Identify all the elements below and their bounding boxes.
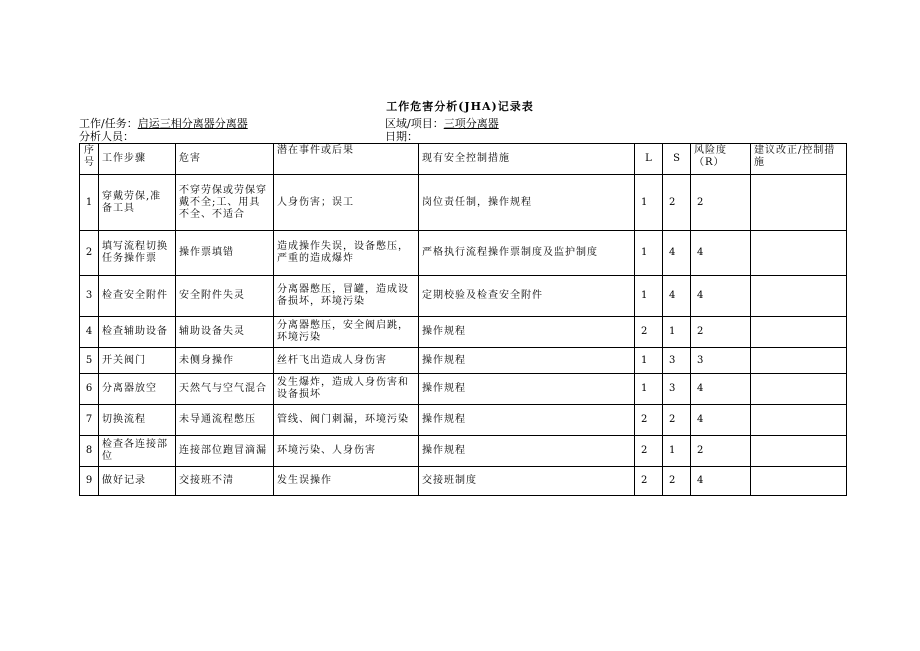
date-line — [385, 128, 498, 144]
page-title: 工作危害分析(JHA)记录表 — [386, 100, 534, 113]
risk-cell: 4 — [691, 405, 751, 436]
suggest-cell — [751, 374, 847, 405]
control-cell: 操作规程 — [419, 374, 635, 405]
header-s: S — [663, 144, 691, 175]
risk-cell: 4 — [691, 231, 751, 276]
consequence-cell: 发生误操作 — [274, 467, 419, 496]
hazard-cell: 辅助设备失灵 — [176, 317, 274, 348]
table-row — [80, 175, 847, 231]
table-row — [80, 231, 847, 276]
step-cell: 做好记录 — [99, 467, 176, 496]
consequence-cell: 管线、阀门刺漏，环境污染 — [274, 405, 419, 436]
control-cell: 操作规程 — [419, 317, 635, 348]
jha-table — [79, 143, 847, 496]
consequence-cell: 分离器憋压，冒罐，造成设备损坏，环境污染 — [274, 276, 419, 317]
hazard-cell: 安全附件失灵 — [176, 276, 274, 317]
s-cell: 3 — [663, 348, 691, 374]
control-cell: 操作规程 — [419, 405, 635, 436]
table-row — [80, 317, 847, 348]
s-cell: 3 — [663, 374, 691, 405]
consequence-cell: 分离器憋压，安全阀启跳，环境污染 — [274, 317, 419, 348]
step-cell: 检查辅助设备 — [99, 317, 176, 348]
hazard-cell: 操作票填错 — [176, 231, 274, 276]
seq-cell: 5 — [80, 348, 99, 374]
suggest-cell — [751, 467, 847, 496]
hazard-cell: 未导通流程憋压 — [176, 405, 274, 436]
hazard-cell: 不穿劳保或劳保穿戴不全;工、用具不全、不适合 — [176, 175, 274, 231]
hazard-cell: 天然气与空气混合 — [176, 374, 274, 405]
step-cell: 填写流程切换任务操作票 — [99, 231, 176, 276]
seq-cell: 2 — [80, 231, 99, 276]
header-seq: 序号 — [80, 144, 99, 175]
table-row — [80, 348, 847, 374]
risk-cell: 4 — [691, 467, 751, 496]
s-cell: 4 — [663, 231, 691, 276]
area-label: 区域/项目： — [385, 117, 444, 130]
seq-cell: 3 — [80, 276, 99, 317]
suggest-cell — [751, 231, 847, 276]
l-cell: 1 — [635, 175, 663, 231]
hazard-cell: 未侧身操作 — [176, 348, 274, 374]
step-cell: 穿戴劳保,准备工具 — [99, 175, 176, 231]
l-cell: 1 — [635, 348, 663, 374]
s-cell: 1 — [663, 317, 691, 348]
seq-cell: 8 — [80, 436, 99, 467]
l-cell: 1 — [635, 276, 663, 317]
header-control: 现有安全控制措施 — [419, 144, 635, 175]
date-label: 日期： — [385, 130, 418, 143]
control-cell: 操作规程 — [419, 436, 635, 467]
s-cell: 1 — [663, 436, 691, 467]
step-cell: 切换流程 — [99, 405, 176, 436]
step-cell: 分离器放空 — [99, 374, 176, 405]
risk-cell: 2 — [691, 175, 751, 231]
table-header-row — [80, 144, 847, 175]
consequence-cell: 人身伤害；误工 — [274, 175, 419, 231]
task-value: 启运三相分离器分离器 — [137, 117, 248, 130]
consequence-cell: 丝杆飞出造成人身伤害 — [274, 348, 419, 374]
l-cell: 2 — [635, 436, 663, 467]
suggest-cell — [751, 175, 847, 231]
consequence-cell: 环境污染、人身伤害 — [274, 436, 419, 467]
header-risk: 风险度（R） — [691, 144, 751, 175]
analyst-line — [79, 128, 207, 144]
risk-cell: 3 — [691, 348, 751, 374]
area-value: 三项分离器 — [443, 117, 499, 130]
s-cell: 2 — [663, 175, 691, 231]
seq-cell: 4 — [80, 317, 99, 348]
seq-cell: 7 — [80, 405, 99, 436]
step-cell: 开关阀门 — [99, 348, 176, 374]
step-cell: 检查各连接部位 — [99, 436, 176, 467]
hazard-cell: 交接班不清 — [176, 467, 274, 496]
table-row — [80, 467, 847, 496]
l-cell: 2 — [635, 467, 663, 496]
analyst-label: 分析人员： — [79, 130, 134, 143]
risk-cell: 2 — [691, 317, 751, 348]
header-suggest: 建议改正/控制措施 — [751, 144, 847, 175]
table-row — [80, 436, 847, 467]
risk-cell: 4 — [691, 276, 751, 317]
seq-cell: 9 — [80, 467, 99, 496]
header-l: L — [635, 144, 663, 175]
control-cell: 岗位责任制，操作规程 — [419, 175, 635, 231]
table-row — [80, 276, 847, 317]
step-cell: 检查安全附件 — [99, 276, 176, 317]
consequence-cell: 发生爆炸，造成人身伤害和设备损坏 — [274, 374, 419, 405]
table-row — [80, 405, 847, 436]
risk-cell: 2 — [691, 436, 751, 467]
control-cell: 严格执行流程操作票制度及监护制度 — [419, 231, 635, 276]
table-row — [80, 374, 847, 405]
suggest-cell — [751, 317, 847, 348]
risk-cell: 4 — [691, 374, 751, 405]
consequence-cell: 造成操作失误，设备憋压，严重的造成爆炸 — [274, 231, 419, 276]
suggest-cell — [751, 405, 847, 436]
control-cell: 定期校验及检查安全附件 — [419, 276, 635, 317]
suggest-cell — [751, 348, 847, 374]
header-hazard: 危害 — [176, 144, 274, 175]
l-cell: 2 — [635, 405, 663, 436]
header-step: 工作步骤 — [99, 144, 176, 175]
suggest-cell — [751, 276, 847, 317]
s-cell: 4 — [663, 276, 691, 317]
l-cell: 2 — [635, 317, 663, 348]
suggest-cell — [751, 436, 847, 467]
l-cell: 1 — [635, 231, 663, 276]
task-label: 工作/任务： — [79, 117, 138, 130]
seq-cell: 1 — [80, 175, 99, 231]
control-cell: 操作规程 — [419, 348, 635, 374]
control-cell: 交接班制度 — [419, 467, 635, 496]
s-cell: 2 — [663, 405, 691, 436]
l-cell: 1 — [635, 374, 663, 405]
header-consequence: 潜在事件或后果 — [274, 144, 419, 175]
hazard-cell: 连接部位跑冒滴漏 — [176, 436, 274, 467]
seq-cell: 6 — [80, 374, 99, 405]
s-cell: 2 — [663, 467, 691, 496]
